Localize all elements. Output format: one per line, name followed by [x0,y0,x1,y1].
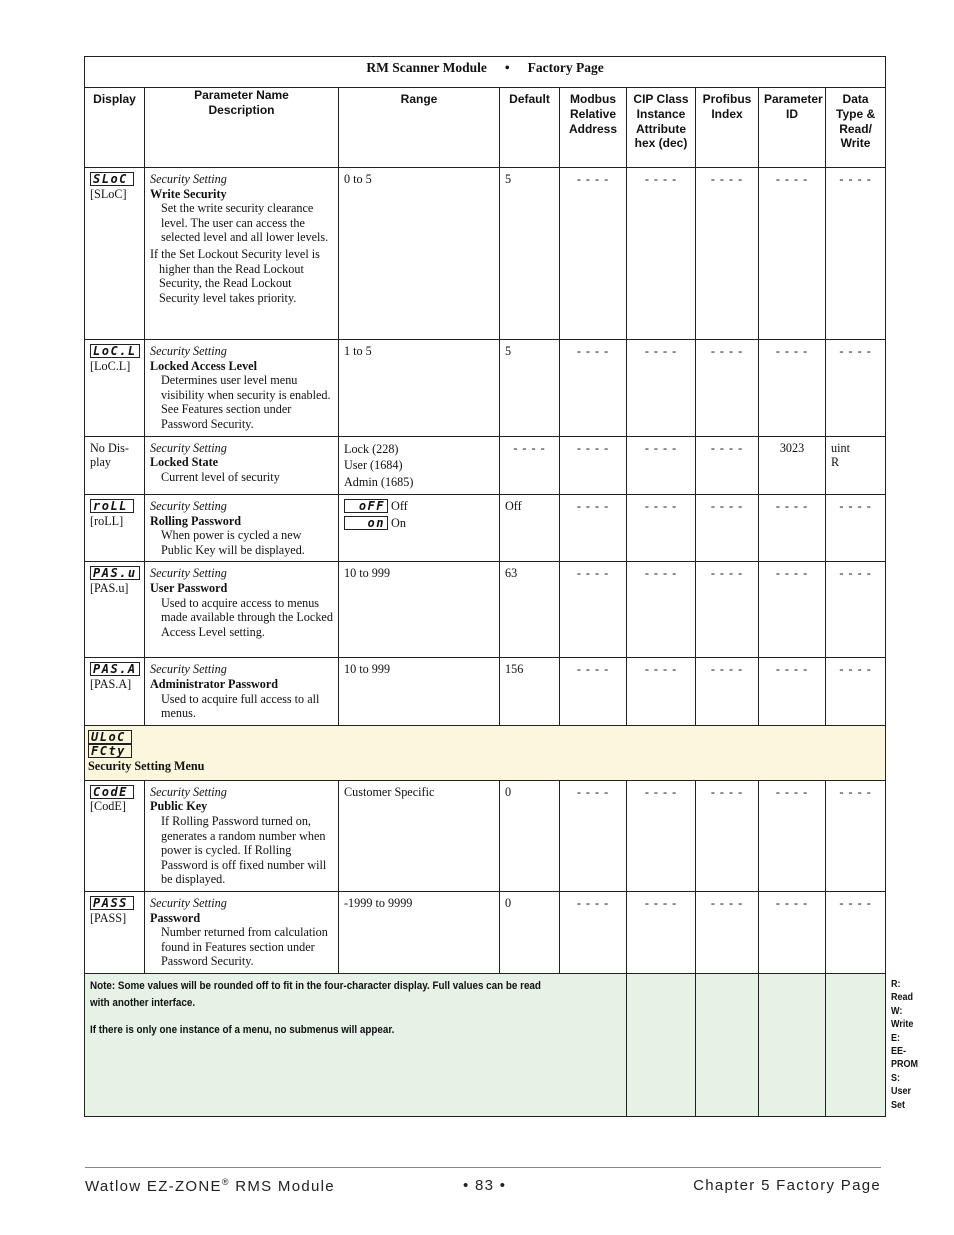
param-id-cell: - - - - [759,780,826,891]
param-id-cell: - - - - [759,891,826,973]
display-code-seg: PAS.A [90,662,140,676]
param-cell [145,891,339,973]
param-name: Password [150,910,201,925]
display-cell [85,562,145,658]
header-row [85,88,886,168]
display-code-seg: PAS.u [90,566,140,580]
range-cell: -1999 to 9999 [339,891,500,973]
footer-chapter: Chapter 5 Factory Page [693,1177,881,1194]
menu-cell [85,725,886,780]
range-cell: 10 to 999 [339,658,500,725]
default-cell: 0 [500,891,560,973]
header-range: Range [339,88,500,168]
param-category: Security Setting [150,172,227,186]
cip-cell: - - - - [627,780,696,891]
profibus-cell: - - - - [696,436,759,495]
param-category: Security Setting [150,499,227,514]
header-param-id: Parameter ID [759,88,826,168]
param-cell [145,168,339,340]
data-type-cell: - - - - [826,168,886,340]
param-cell [145,495,339,562]
param-category: Security Setting [150,784,227,799]
range-cell: 1 to 5 [339,340,500,437]
display-cell [85,658,145,725]
display-code: [PAS.A] [90,677,132,692]
display-code: [LoC.L] [90,358,131,373]
default-cell: 5 [500,340,560,437]
range-option-on [344,516,494,531]
param-cell [145,780,339,891]
profibus-cell: - - - - [696,495,759,562]
table-row [85,340,886,437]
table-row [85,168,886,340]
default-cell: 156 [500,658,560,725]
note-cell [85,973,627,1116]
modbus-cell: - - - - [560,495,627,562]
table-row [85,658,886,725]
note-empty-cell [759,973,826,1116]
header-default: Default [500,88,560,168]
display-code-seg: SLoC [90,172,134,186]
read-write: R [831,455,840,470]
range-cell: 10 to 999 [339,562,500,658]
option-label: Off [391,499,408,514]
profibus-cell: - - - - [696,562,759,658]
default-cell: 5 [500,168,560,340]
option-seg: oFF [344,499,388,513]
menu-label: Security Setting Menu [88,759,205,773]
param-desc: Number returned from calculation found in Features section under Password Security. [161,925,328,969]
range-cell [339,436,500,495]
option-label: On [391,515,406,530]
data-type-cell: - - - - [826,340,886,437]
profibus-cell: - - - - [696,168,759,340]
param-category: Security Setting [150,895,227,910]
note-empty-cell [627,973,696,1116]
param-name: User Password [150,581,228,596]
table-title: RM Scanner Module • Factory Page [85,57,886,88]
note-rounding: Note: Some values will be rounded off to fit in the four-character display. Full values can be read with another interface. [90,979,541,1009]
param-id-cell: - - - - [759,168,826,340]
note-empty-cell [826,973,886,1116]
param-name: Write Security [150,186,227,201]
range-option: Lock (228) [344,441,399,456]
modbus-cell: - - - - [560,891,627,973]
param-desc: When power is cycled a new Public Key will be displayed. [161,528,305,557]
param-cell [145,562,339,658]
default-cell: 63 [500,562,560,658]
data-type-cell: - - - - [826,562,886,658]
profibus-cell: - - - - [696,891,759,973]
header-param: Parameter Name Description [145,88,339,168]
modbus-cell: - - - - [560,168,627,340]
header-profibus: Profibus Index [696,88,759,168]
data-type-cell: - - - - [826,780,886,891]
param-id-cell: - - - - [759,658,826,725]
cip-cell: - - - - [627,658,696,725]
data-type-cell: - - - - [826,891,886,973]
note-row: Note: Some values will be rounded off to fit in the four-character display. Full values can be read with another interface. If there is only one instance of a menu, no submenus will appear. R: Read W: Write E: EE-PROM S: User Set [85,973,886,1116]
parameter-table [84,56,919,1117]
modbus-cell: - - - - [560,780,627,891]
default-cell: - - - - [500,436,560,495]
cip-cell: - - - - [627,495,696,562]
param-cell [145,436,339,495]
data-type: uint [831,440,850,455]
note-submenus: If there is only one instance of a menu, no submenus will appear. [90,1023,395,1036]
menu-seg-2: FCty [88,744,132,758]
display-code: [PASS] [90,910,127,925]
table-row [85,436,886,495]
display-code-seg: LoC.L [90,344,140,358]
menu-row [85,725,886,780]
range-option-off [344,499,494,514]
param-id-cell: - - - - [759,495,826,562]
display-cell [85,495,145,562]
param-desc: Current level of security [161,469,280,484]
modbus-cell: - - - - [560,436,627,495]
display-cell [85,780,145,891]
range-cell: 0 to 5 [339,168,500,340]
display-cell [85,168,145,340]
display-cell [85,340,145,437]
modbus-cell: - - - - [560,658,627,725]
table-row [85,562,886,658]
cip-cell: - - - - [627,340,696,437]
profibus-cell: - - - - [696,780,759,891]
display-code: [PAS.u] [90,581,129,596]
param-desc-note: If the Set Lockout Security level is higher than the Read Lockout Security, the Read Lockout Security level takes priority. [150,246,320,305]
cip-cell: - - - - [627,562,696,658]
param-name: Public Key [150,799,208,814]
display-code-seg: PASS [90,896,134,910]
option-seg: on [344,516,388,530]
param-category: Security Setting [150,662,227,677]
param-desc: If Rolling Password turned on, generates a random number when power is cycled. If Rolling Password is off fixed number will be displayed. [161,814,327,887]
profibus-cell: - - - - [696,340,759,437]
param-cell [145,340,339,437]
table-row [85,780,886,891]
menu-seg-1: ULoC [88,730,132,744]
header-cip: CIP Class Instance Attribute hex (dec) [627,88,696,168]
display-code: [SLoC] [90,186,127,201]
default-cell: Off [500,495,560,562]
param-name: Rolling Password [150,513,242,528]
cip-cell: - - - - [627,891,696,973]
param-desc: Set the write security clearance level. The user can access the selected level and all lower levels. [161,201,329,245]
profibus-cell: - - - - [696,658,759,725]
data-type-cell: - - - - [826,495,886,562]
range-cell: Customer Specific [339,780,500,891]
data-type-cell [826,436,886,495]
default-cell: 0 [500,780,560,891]
range-option: User (1684) [344,458,403,473]
display-code-seg: CodE [90,785,134,799]
param-id-cell: - - - - [759,562,826,658]
param-id-cell: - - - - [759,340,826,437]
page-footer [85,1167,881,1195]
param-desc: Used to acquire access to menus made available through the Locked Access Level setting. [161,595,333,639]
display-cell: No Display [85,436,145,495]
footer-brand: Watlow EZ-ZONE® RMS Module [85,1177,335,1195]
display-code-seg: roLL [90,499,134,513]
range-cell [339,495,500,562]
display-code: [roLL] [90,513,124,528]
param-name: Administrator Password [150,677,279,692]
table-row [85,891,886,973]
data-type-cell: - - - - [826,658,886,725]
header-display: Display [85,88,145,168]
display-code: [CodE] [90,799,126,814]
header-modbus: Modbus Relative Address [560,88,627,168]
note-empty-cell [696,973,759,1116]
modbus-cell: - - - - [560,340,627,437]
param-name: Locked State [150,455,219,470]
param-desc: Used to acquire full access to all menus. [161,691,320,721]
page-number: • 83 • [463,1177,507,1194]
param-category: Security Setting [150,440,227,455]
cip-cell: - - - - [627,168,696,340]
modbus-cell: - - - - [560,562,627,658]
param-category: Security Setting [150,566,227,581]
header-data-type: Data Type & Read/ Write [826,88,886,168]
param-id-cell: 3023 [759,436,826,495]
range-option: Admin (1685) [344,474,414,489]
param-category: Security Setting [150,344,227,358]
param-name: Locked Access Level [150,358,257,373]
display-cell [85,891,145,973]
param-cell [145,658,339,725]
table-row [85,495,886,562]
param-desc: Determines user level menu visibility when security is enabled. See Features section under Password Security. [161,373,331,431]
cip-cell: - - - - [627,436,696,495]
